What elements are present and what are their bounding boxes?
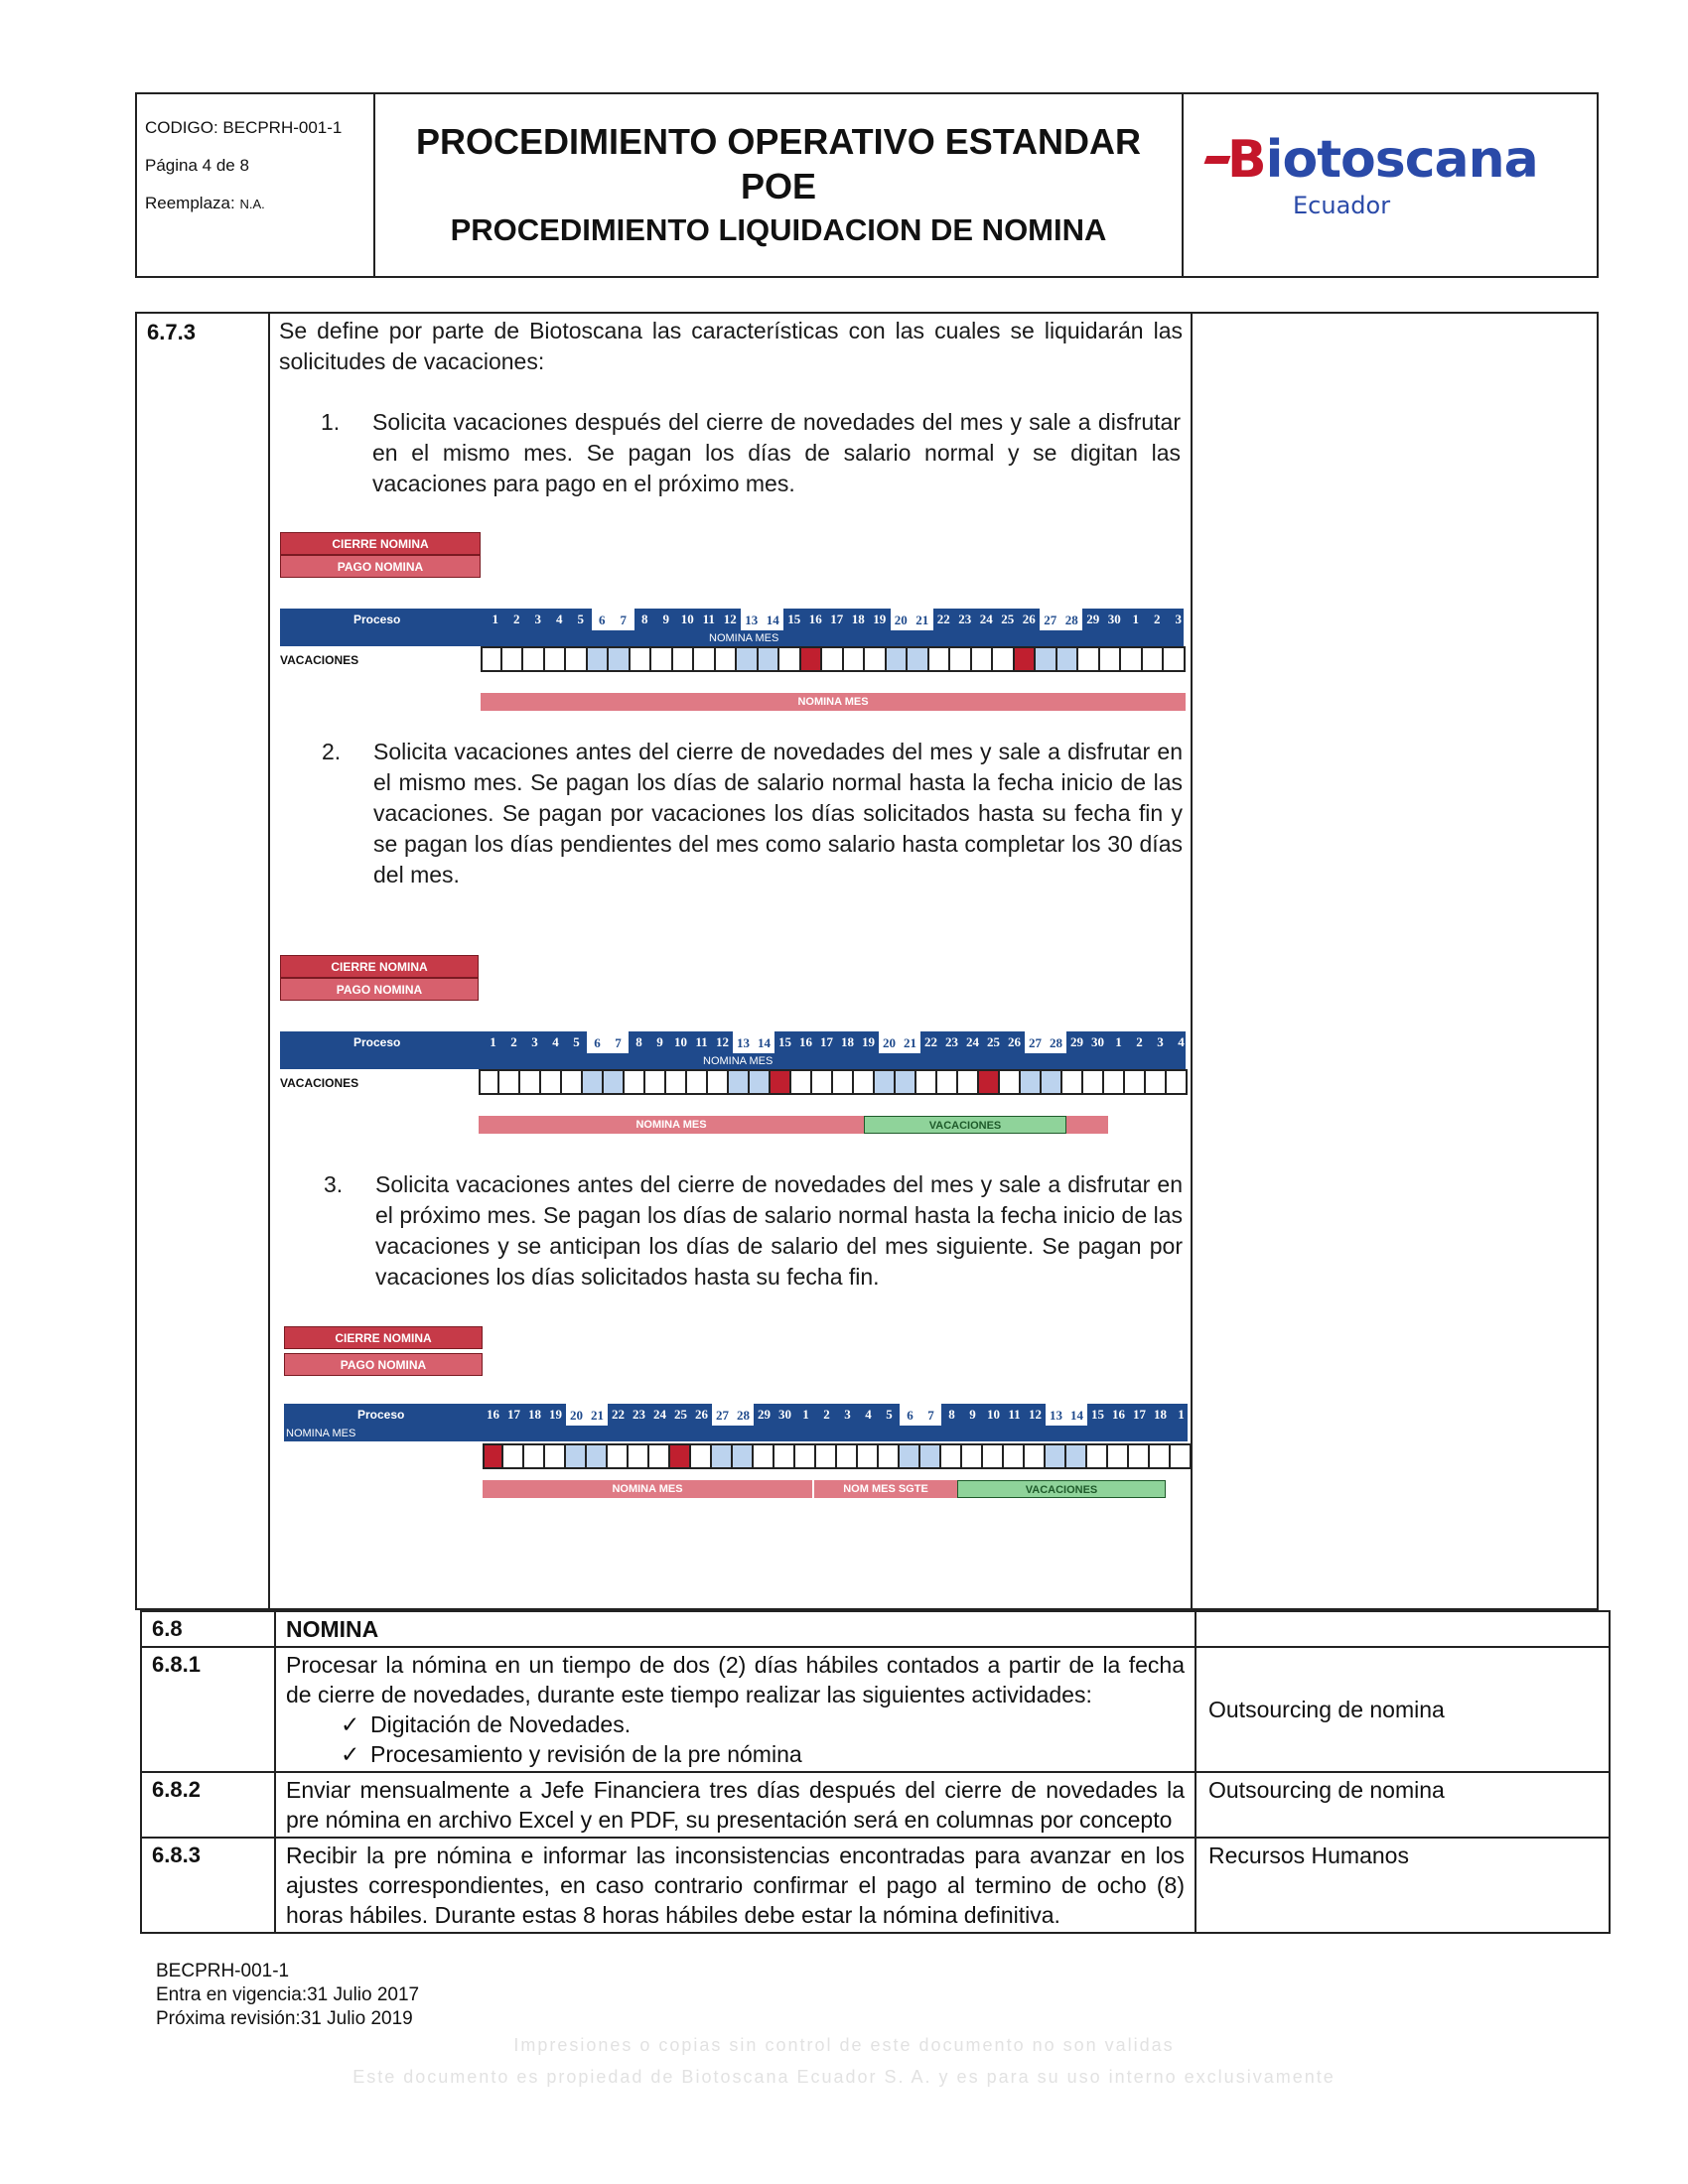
day-number: 8	[641, 612, 648, 626]
day-cells	[479, 1069, 1188, 1095]
case-3-number: 3.	[324, 1171, 344, 1197]
day-cell	[708, 1069, 729, 1095]
day-cell	[1000, 1069, 1021, 1095]
day-cell	[651, 646, 673, 672]
day-number: 17	[1133, 1407, 1146, 1422]
day-number: 28	[733, 1404, 754, 1428]
day-number: 7	[613, 609, 634, 632]
day-cell	[844, 646, 866, 672]
nomina-mes-bar	[284, 1426, 1188, 1441]
footer-code: BECPRH-001-1	[156, 1961, 290, 1981]
day-number: 21	[912, 609, 933, 632]
cierre-nomina-label: CIERRE NOMINA	[284, 1326, 483, 1349]
case-1-text: 1. Solicita vacaciones después del cierre de novedades del mes y sale a disfrutar en el mismo mes. Se pagan los días de salario normal y se digitan las vacaciones para pago en el próximo mes.	[321, 409, 1181, 496]
row-responsible: Outsourcing de nomina	[1196, 1647, 1610, 1772]
nomina-mes-label: NOMINA MES	[703, 1055, 774, 1067]
row-responsible: Recursos Humanos	[1196, 1838, 1610, 1933]
day-cell	[795, 1443, 816, 1469]
day-cell	[759, 646, 780, 672]
vacaciones-row-label: VACACIONES	[280, 1076, 359, 1090]
section-number: 6.7.3	[147, 320, 196, 344]
day-number: 12	[716, 1034, 729, 1049]
day-cell	[649, 1443, 670, 1469]
day-number: 15	[778, 1034, 791, 1049]
day-number: 2	[510, 1034, 517, 1049]
day-numbers	[483, 1404, 1192, 1428]
process-bar	[280, 609, 1184, 630]
watermark-line-1: Impresiones o copias sin control de este documento no son validas	[513, 2035, 1175, 2055]
nomina-mes-label: NOMINA MES	[709, 632, 779, 644]
replaces-value: N.A.	[239, 197, 265, 211]
day-number: 15	[1091, 1407, 1104, 1422]
logo-wordmark: Biotoscana	[1227, 130, 1538, 190]
day-number: 11	[702, 612, 715, 626]
logo-subtitle: Ecuador	[1293, 192, 1391, 219]
day-cell	[879, 1443, 900, 1469]
day-number: 14	[754, 1031, 774, 1055]
day-cell	[812, 1069, 833, 1095]
process-bar	[284, 1404, 1188, 1426]
day-cell	[733, 1443, 754, 1469]
day-number: 24	[979, 612, 993, 626]
day-cell	[1042, 1069, 1062, 1095]
footer-vigencia: Entra en vigencia:31 Julio 2017	[156, 1984, 420, 2005]
day-cell	[479, 1069, 499, 1095]
day-cells	[483, 1443, 1192, 1469]
day-cell	[1164, 646, 1186, 672]
day-cell	[483, 1443, 503, 1469]
row-description: Recibir la pre nómina e informar las inconsistencias encontradas para avanzar en los ajustes correspondientes, en caso contrario confirmar el pago al termino de ocho (8) horas hábiles. Durante estas 8 horas hábiles debe estar la nómina definitiva.	[275, 1838, 1196, 1933]
section-number-column	[137, 314, 270, 1608]
day-cell	[608, 1443, 629, 1469]
watermark-line-2: Este documento es propiedad de Biotoscana Ecuador S. A. y es para su uso interno exclusivamente	[352, 2067, 1336, 2087]
day-number: 16	[487, 1407, 499, 1422]
day-cell	[1083, 1069, 1104, 1095]
day-number: 3	[1157, 1034, 1164, 1049]
case-2-text: 2. Solicita vacaciones antes del cierre de novedades del mes y sale a disfrutar en el mismo mes. Se pagan los días de salario normal hasta la fecha inicio de las vacaciones. Se pagan por vacaciones los días solicitados hasta su fecha fin y se pagan los días pendientes del mes como salario hasta completar los 30 días del mes.	[322, 739, 1183, 887]
day-cell	[673, 646, 695, 672]
day-number: 22	[612, 1407, 625, 1422]
day-number: 1	[1115, 1034, 1122, 1049]
calendar-diagram-2	[280, 955, 1194, 1134]
day-number: 19	[873, 612, 887, 626]
day-cell	[750, 1069, 771, 1095]
day-number: 20	[566, 1404, 587, 1428]
day-number: 20	[891, 609, 913, 632]
day-number: 4	[556, 612, 563, 626]
day-cell	[779, 646, 801, 672]
day-numbers	[485, 609, 1190, 632]
day-number: 3	[1175, 612, 1182, 626]
process-label: Proceso	[357, 1408, 405, 1422]
day-number: 4	[552, 1034, 559, 1049]
day-number: 1	[1132, 612, 1139, 626]
pago-nomina-label: PAGO NOMINA	[280, 555, 481, 578]
calendar-diagram-1	[280, 532, 1194, 716]
day-number: 27	[1040, 609, 1061, 632]
day-number: 18	[1154, 1407, 1167, 1422]
day-number: 29	[758, 1407, 771, 1422]
day-number: 2	[823, 1407, 830, 1422]
day-number: 3	[534, 612, 541, 626]
day-number: 25	[1001, 612, 1015, 626]
day-number: 2	[1154, 612, 1161, 626]
day-cell	[875, 1069, 896, 1095]
day-cell	[1121, 646, 1143, 672]
day-number: 24	[966, 1034, 979, 1049]
day-cell	[771, 1069, 791, 1095]
nomina-mes-sgte-period: NOM MES SGTE	[814, 1480, 957, 1498]
document-code: CODIGO: BECPRH-001-1	[145, 118, 343, 137]
day-cell	[908, 646, 929, 672]
day-number: 12	[723, 612, 737, 626]
day-number: 4	[1178, 1034, 1185, 1049]
day-number: 18	[528, 1407, 541, 1422]
day-cell	[541, 1069, 562, 1095]
checklist-item: ✓ Procesamiento y revisión de la pre nómina	[341, 1739, 1185, 1769]
day-number: 23	[945, 1034, 958, 1049]
document-footer	[156, 1960, 419, 2031]
table-row	[141, 1838, 1610, 1933]
day-number: 17	[507, 1407, 520, 1422]
day-number: 13	[1046, 1404, 1066, 1428]
day-cell	[1046, 1443, 1066, 1469]
day-cell	[854, 1069, 875, 1095]
day-cell	[523, 646, 545, 672]
day-number: 30	[778, 1407, 791, 1422]
day-cell	[958, 1069, 979, 1095]
day-cell	[1025, 1443, 1046, 1469]
day-cell	[937, 1069, 958, 1095]
day-cell	[979, 1069, 1000, 1095]
day-number: 27	[1025, 1031, 1046, 1055]
responsible-cell	[1196, 1611, 1610, 1647]
day-number: 8	[635, 1034, 642, 1049]
day-number: 26	[695, 1407, 708, 1422]
day-number: 17	[820, 1034, 833, 1049]
day-cell	[972, 646, 994, 672]
day-cell	[833, 1069, 854, 1095]
pago-nomina-label: PAGO NOMINA	[280, 978, 479, 1001]
day-number: 12	[1029, 1407, 1042, 1422]
day-cell	[1015, 646, 1037, 672]
vacaciones-row-label: VACACIONES	[280, 653, 359, 667]
day-number: 7	[608, 1031, 629, 1055]
section-6-8-heading-row	[141, 1611, 1610, 1647]
day-cell	[691, 1443, 712, 1469]
day-cell	[520, 1069, 541, 1095]
day-cell	[950, 646, 972, 672]
day-number: 9	[969, 1407, 976, 1422]
day-number: 21	[900, 1031, 920, 1055]
day-cell	[524, 1443, 545, 1469]
day-number: 18	[851, 612, 865, 626]
salary-remainder-period	[1066, 1116, 1108, 1134]
row-number: 6.8.1	[141, 1647, 275, 1772]
day-cell	[1171, 1443, 1192, 1469]
day-number: 19	[862, 1034, 875, 1049]
day-cell	[687, 1069, 708, 1095]
day-cell	[1004, 1443, 1025, 1469]
day-cell	[503, 1443, 524, 1469]
section-6-7-3	[135, 312, 1599, 1610]
cierre-nomina-label: CIERRE NOMINA	[280, 532, 481, 555]
day-number: 5	[573, 1034, 580, 1049]
day-number: 25	[674, 1407, 687, 1422]
day-number: 3	[531, 1034, 538, 1049]
day-cell	[1066, 1443, 1087, 1469]
case-1-number: 1.	[321, 409, 341, 435]
day-cell	[865, 646, 887, 672]
day-cell	[1104, 1069, 1125, 1095]
day-number: 29	[1086, 612, 1100, 626]
day-cell	[587, 1443, 608, 1469]
day-cell	[774, 1443, 795, 1469]
day-number: 1	[1178, 1407, 1185, 1422]
day-cell	[887, 646, 909, 672]
day-cell	[941, 1443, 962, 1469]
day-number: 27	[712, 1404, 733, 1428]
page-number: Página 4 de 8	[145, 156, 249, 175]
day-cell	[499, 1069, 520, 1095]
day-cell	[1021, 1069, 1042, 1095]
day-number: 9	[662, 612, 669, 626]
day-number: 20	[879, 1031, 900, 1055]
table-row	[141, 1772, 1610, 1838]
day-number: 5	[577, 612, 584, 626]
process-bar	[280, 1031, 1186, 1053]
day-number: 28	[1046, 1031, 1066, 1055]
title-line-1: PROCEDIMIENTO OPERATIVO ESTANDAR	[415, 121, 1142, 162]
day-number: 17	[830, 612, 844, 626]
case-3-text: 3. Solicita vacaciones antes del cierre de novedades del mes y sale a disfrutar en el próximo mes. Se pagan los días de salario normal hasta la fecha inicio de las vacaciones y se anticipan los días de salario del mes siguiente. Se pagan por vacaciones los días solicitados hasta su fecha fin.	[324, 1171, 1183, 1290]
day-cell	[1062, 1069, 1083, 1095]
day-number: 22	[936, 612, 950, 626]
day-cell	[822, 646, 844, 672]
day-number: 29	[1070, 1034, 1083, 1049]
row-text: Procesar la nómina en un tiempo de dos (2) días hábiles contados a partir de la fecha de cierre de novedades, durante este tiempo realizar las siguientes actividades:	[286, 1652, 1185, 1707]
day-cell	[1036, 646, 1057, 672]
day-numbers	[483, 1031, 1192, 1055]
day-number: 4	[865, 1407, 872, 1422]
nomina-mes-period: NOMINA MES	[483, 1480, 812, 1498]
day-cell	[900, 1443, 920, 1469]
day-number: 28	[1061, 609, 1083, 632]
day-number: 6	[587, 1031, 608, 1055]
day-number: 13	[733, 1031, 754, 1055]
day-number: 14	[1066, 1404, 1087, 1428]
day-cell	[1167, 1069, 1188, 1095]
day-cell	[837, 1443, 858, 1469]
day-number: 15	[787, 612, 801, 626]
day-cell	[1087, 1443, 1108, 1469]
day-cell	[1146, 1069, 1167, 1095]
day-cell	[588, 646, 610, 672]
nomina-mes-period: NOMINA MES	[481, 693, 1186, 711]
day-cell	[1078, 646, 1100, 672]
day-cell	[545, 646, 567, 672]
day-number: 16	[1112, 1407, 1125, 1422]
day-cell	[1108, 1443, 1129, 1469]
day-number: 23	[633, 1407, 645, 1422]
day-number: 30	[1091, 1034, 1104, 1049]
day-number: 21	[587, 1404, 608, 1428]
day-cell	[604, 1069, 625, 1095]
section-6-8-table	[140, 1610, 1611, 1934]
day-number: 2	[1136, 1034, 1143, 1049]
day-cell	[481, 646, 502, 672]
day-number: 1	[490, 1034, 496, 1049]
footer-revision: Próxima revisión:31 Julio 2019	[156, 2008, 413, 2029]
day-cell	[666, 1069, 687, 1095]
day-cell	[896, 1069, 916, 1095]
day-cell	[754, 1443, 774, 1469]
day-cell	[694, 646, 716, 672]
replaces-label: Reemplaza:	[145, 194, 235, 212]
nomina-mes-label: NOMINA MES	[286, 1428, 356, 1439]
header-meta	[137, 94, 375, 276]
day-cell	[729, 1069, 750, 1095]
day-cell	[1143, 646, 1165, 672]
day-cell	[629, 1443, 649, 1469]
day-number: 7	[920, 1404, 941, 1428]
day-cell	[983, 1443, 1004, 1469]
day-cell	[670, 1443, 691, 1469]
day-cell	[929, 646, 951, 672]
day-number: 5	[886, 1407, 893, 1422]
day-number: 26	[1022, 612, 1036, 626]
day-cell	[916, 1069, 937, 1095]
day-cell	[625, 1069, 645, 1095]
day-number: 8	[948, 1407, 955, 1422]
table-row	[141, 1647, 1610, 1772]
day-number: 30	[1107, 612, 1121, 626]
day-number: 22	[924, 1034, 937, 1049]
day-cell	[816, 1443, 837, 1469]
day-number: 24	[653, 1407, 666, 1422]
day-number: 3	[844, 1407, 851, 1422]
vacaciones-period: VACACIONES	[864, 1116, 1066, 1134]
day-cell	[1100, 646, 1122, 672]
nomina-mes-bar	[280, 630, 1184, 646]
day-cell	[545, 1443, 566, 1469]
day-cell	[566, 1443, 587, 1469]
title-line-2: POE	[740, 166, 817, 206]
row-number: 6.8.3	[141, 1838, 275, 1933]
day-number: 11	[1008, 1407, 1021, 1422]
activity-checklist	[286, 1709, 1185, 1769]
nomina-mes-period: NOMINA MES	[479, 1116, 864, 1134]
pago-nomina-label: PAGO NOMINA	[284, 1353, 483, 1376]
day-cell	[609, 646, 631, 672]
nomina-mes-bar	[280, 1053, 1186, 1069]
calendar-diagram-3	[284, 1326, 1197, 1495]
day-cell	[566, 646, 588, 672]
day-number: 14	[763, 609, 784, 632]
day-number: 1	[492, 612, 498, 626]
section-title: NOMINA	[275, 1611, 1196, 1647]
day-cell	[1129, 1443, 1150, 1469]
day-cell	[583, 1069, 604, 1095]
day-cell	[1057, 646, 1079, 672]
day-number: 6	[592, 609, 614, 632]
day-cell	[962, 1443, 983, 1469]
day-number: 10	[680, 612, 694, 626]
day-cell	[645, 1069, 666, 1095]
row-number: 6.8.2	[141, 1772, 275, 1838]
process-label: Proceso	[353, 1035, 401, 1049]
day-number: 26	[1008, 1034, 1021, 1049]
replaces-field	[145, 194, 373, 214]
day-cell	[801, 646, 823, 672]
day-number: 11	[695, 1034, 708, 1049]
header-title	[375, 94, 1184, 276]
day-number: 16	[808, 612, 822, 626]
day-cell	[1150, 1443, 1171, 1469]
day-number: 23	[958, 612, 972, 626]
row-description: Enviar mensualmente a Jefe Financiera tres días después del cierre de novedades la pre nómina en archivo Excel y en PDF, su presentación será en columnas por concepto	[275, 1772, 1196, 1838]
day-cell	[737, 646, 759, 672]
day-cell	[791, 1069, 812, 1095]
day-cell	[858, 1443, 879, 1469]
day-cell	[716, 646, 738, 672]
day-number: 13	[741, 609, 763, 632]
day-number: 16	[799, 1034, 812, 1049]
day-number: 1	[802, 1407, 809, 1422]
cierre-nomina-label: CIERRE NOMINA	[280, 955, 479, 978]
day-cell	[993, 646, 1015, 672]
day-number: 6	[900, 1404, 920, 1428]
case-2-number: 2.	[322, 739, 342, 764]
document-header	[135, 92, 1599, 278]
day-number: 9	[656, 1034, 663, 1049]
day-cell	[920, 1443, 941, 1469]
day-cell	[1125, 1069, 1146, 1095]
day-cells	[481, 646, 1186, 672]
day-number: 10	[674, 1034, 687, 1049]
title-line-3: PROCEDIMIENTO LIQUIDACION DE NOMINA	[450, 212, 1107, 247]
row-description	[275, 1647, 1196, 1772]
day-number: 10	[987, 1407, 1000, 1422]
company-logo	[1184, 94, 1597, 276]
day-cell	[562, 1069, 583, 1095]
section-number: 6.8	[141, 1611, 275, 1647]
checklist-item: ✓ Digitación de Novedades.	[341, 1709, 1185, 1739]
day-number: 25	[987, 1034, 1000, 1049]
section-intro: Se define por parte de Biotoscana las características con las cuales se liquidarán las solicitudes de vacaciones:	[279, 318, 1183, 374]
day-number: 19	[549, 1407, 562, 1422]
row-responsible: Outsourcing de nomina	[1196, 1772, 1610, 1838]
day-number: 18	[841, 1034, 854, 1049]
day-cell	[631, 646, 652, 672]
day-cell	[502, 646, 524, 672]
day-number: 2	[513, 612, 520, 626]
process-label: Proceso	[353, 613, 401, 626]
vacaciones-period: VACACIONES	[957, 1480, 1166, 1498]
day-cell	[712, 1443, 733, 1469]
